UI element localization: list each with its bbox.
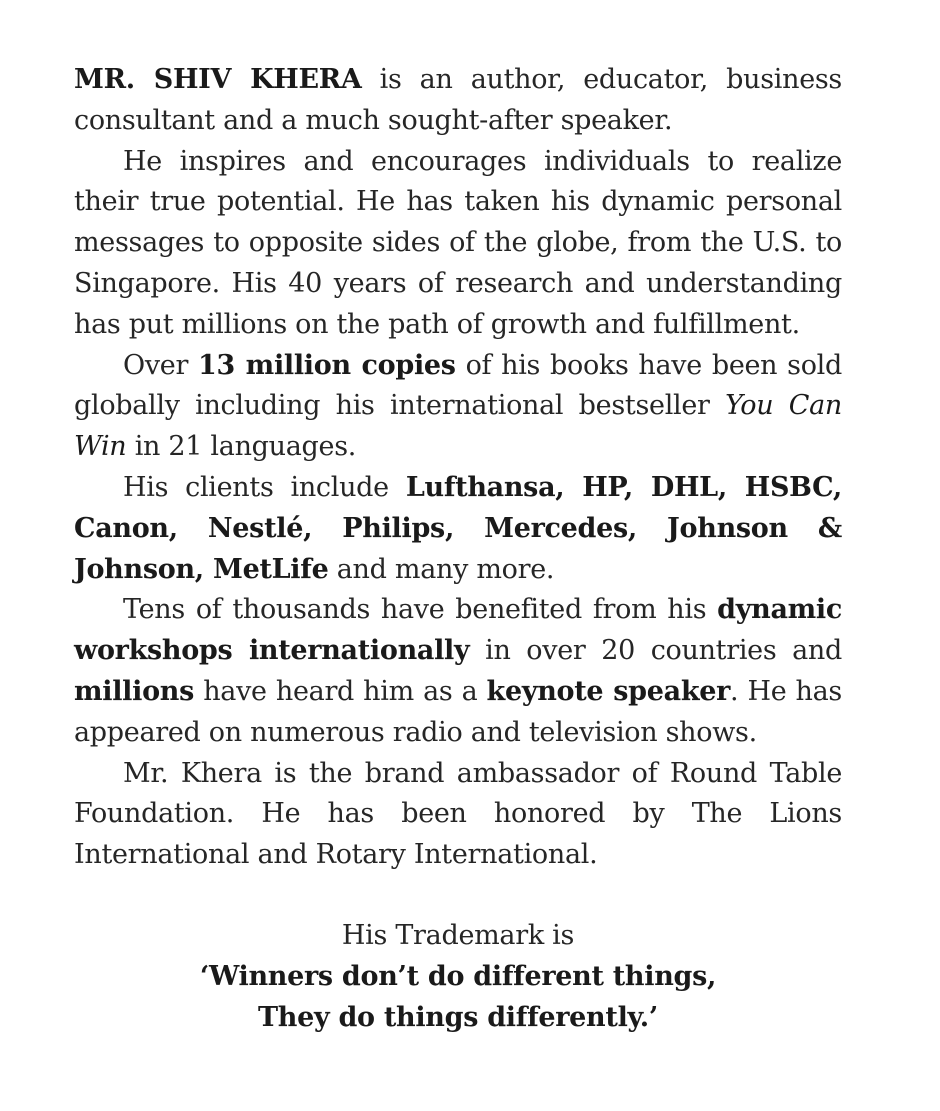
workshops-text-3: have heard him as a	[194, 675, 487, 707]
workshops-text-1: Tens of thousands have benefited from his	[123, 594, 718, 626]
clients-text-1: His clients include	[123, 471, 406, 503]
books-text-1: Over	[123, 349, 198, 381]
trademark-block	[74, 916, 842, 1038]
bio-paragraph-honors	[74, 754, 842, 876]
keynote-highlight: keynote speaker	[486, 675, 731, 707]
inspiration-text: He inspires and encourages individuals to realize their true potential. He has taken his dynamic personal messages to opposite sides of the globe, from the U.S. to Singapore. His 40 years of research and understanding has put millions on the path of growth and fulfillment.	[74, 145, 842, 340]
workshops-text-4: . He has appeared on numerous radio and television shows.	[74, 675, 842, 748]
bio-paragraph-inspiration	[74, 142, 842, 346]
copies-sold: 13 million copies	[197, 349, 456, 381]
bio-paragraph-clients	[74, 468, 842, 590]
honors-text: Mr. Khera is the brand ambassador of Round Table Foundation. He has been honored by The Lions International and Rotary International.	[74, 757, 842, 871]
trademark-intro: His Trademark is	[341, 919, 575, 951]
clients-text-2: and many more.	[328, 553, 555, 585]
trademark-quote-line-1: ‘Winners don’t do different things,	[199, 960, 717, 992]
millions-highlight: millions	[74, 675, 195, 707]
bio-paragraph-workshops	[74, 590, 842, 753]
author-name: MR. SHIV KHERA	[74, 64, 362, 95]
client-list: Lufthansa, HP, DHL, HSBC, Canon, Nestlé, Philips, Mercedes, Johnson & Johnson, MetLife	[74, 471, 842, 585]
bestseller-title: You Can Win	[74, 390, 842, 463]
intro-text: is an author, educator, business consultant and a much sought-after speaker.	[74, 64, 842, 136]
author-bio-page	[74, 60, 842, 1038]
books-text-2: of his books have been sold globally including his international bestseller	[74, 349, 842, 422]
trademark-quote-line-2: They do things differently.’	[257, 1001, 659, 1033]
workshops-text-2: in over 20 countries and	[469, 635, 842, 667]
books-text-3: in 21 languages.	[126, 431, 357, 463]
bio-paragraph-intro	[74, 60, 842, 142]
workshops-highlight: dynamic workshops internationally	[74, 594, 842, 667]
bio-paragraph-books	[74, 346, 842, 468]
